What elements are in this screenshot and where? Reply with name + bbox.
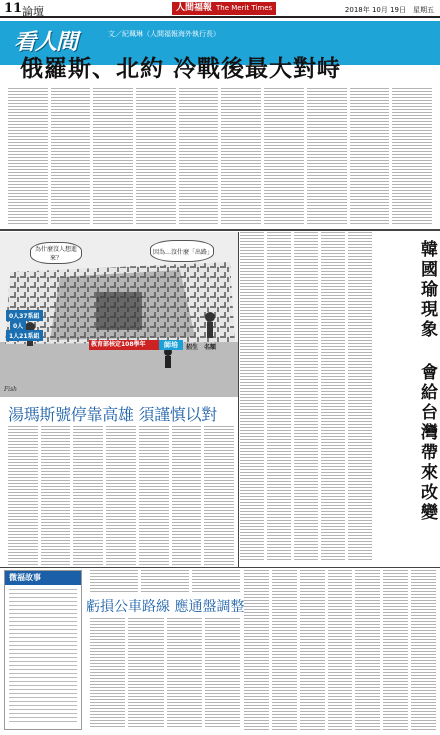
- text-column: [141, 570, 189, 592]
- text-column: [93, 88, 133, 226]
- text-column: [8, 426, 38, 566]
- text-column: [204, 426, 234, 566]
- column-author: 文／紀珮琳（人間福報海外執行長）: [108, 30, 220, 38]
- quota-tag: 0人37系組: [6, 310, 43, 321]
- editorial-headline-2: 虧損公車路線 應通盤調整: [86, 599, 245, 615]
- text-column: [244, 570, 269, 730]
- text-column: [240, 232, 264, 562]
- newspaper-logo: 人間福報: [172, 2, 216, 15]
- quota-tag: 0人: [10, 320, 26, 331]
- speech-bubble-left: 為什麼沒人想進來？: [30, 242, 82, 264]
- editorial-body: [8, 426, 234, 566]
- text-column: [172, 426, 202, 566]
- text-column: [136, 88, 176, 226]
- editorial-cartoon: [0, 232, 238, 397]
- lead-headline: 俄羅斯、北約 冷戰後最大對峙: [20, 56, 342, 82]
- text-column: [307, 88, 347, 226]
- masthead: [0, 0, 440, 18]
- text-column: [392, 88, 432, 226]
- text-column: [167, 618, 202, 728]
- divider: [238, 232, 239, 567]
- text-column: [264, 88, 304, 226]
- text-column: [179, 88, 219, 226]
- text-column: [411, 570, 436, 730]
- text-column: [267, 232, 291, 562]
- editorial-body-top: [90, 570, 240, 592]
- text-column: [321, 232, 345, 562]
- cartoon-caption: 招生 名額: [186, 344, 217, 351]
- story-box-text: [9, 589, 77, 725]
- text-column: [355, 570, 380, 730]
- cartoon-banner: 教育部核定108學年: [89, 340, 159, 350]
- editorial-headline: 湯瑪斯號停靠高雄 須謹慎以對: [8, 405, 217, 424]
- cartoon-label: 師培: [159, 340, 183, 350]
- text-column: [128, 618, 163, 728]
- issue-date: 2018年 10月 19日 星期五: [344, 6, 434, 14]
- speech-bubble-right: 因為…沒什麼「出路」: [150, 240, 214, 262]
- text-column: [348, 232, 372, 562]
- text-column: [221, 88, 261, 226]
- article-headline: 韓國瑜現象 會給台灣帶來改變: [417, 240, 437, 523]
- text-column: [328, 570, 353, 730]
- text-column: [106, 426, 136, 566]
- story-box: [4, 570, 82, 730]
- text-column: [300, 570, 325, 730]
- text-column: [139, 426, 169, 566]
- text-column: [192, 570, 240, 592]
- newspaper-logo-en: The Merit Times: [212, 2, 276, 15]
- text-column: [51, 88, 91, 226]
- text-column: [272, 570, 297, 730]
- text-column: [294, 232, 318, 562]
- article-body: [240, 232, 372, 562]
- editorial-body-2: [90, 618, 240, 728]
- text-column: [383, 570, 408, 730]
- article-continuation: [244, 570, 436, 730]
- text-column: [350, 88, 390, 226]
- text-column: [90, 570, 138, 592]
- column-title: 看人間: [14, 29, 78, 55]
- page-number: 11: [4, 1, 23, 16]
- text-column: [8, 88, 48, 226]
- story-box-title: 微福故事: [5, 571, 81, 585]
- text-column: [90, 618, 125, 728]
- section-name: 論壇: [22, 5, 44, 18]
- artist-signature: Fish: [4, 386, 18, 393]
- divider: [0, 229, 440, 231]
- divider: [0, 567, 440, 568]
- text-column: [41, 426, 71, 566]
- lead-body: [8, 88, 432, 226]
- text-column: [73, 426, 103, 566]
- text-column: [205, 618, 240, 728]
- quota-tag: 1人21系組: [6, 330, 43, 341]
